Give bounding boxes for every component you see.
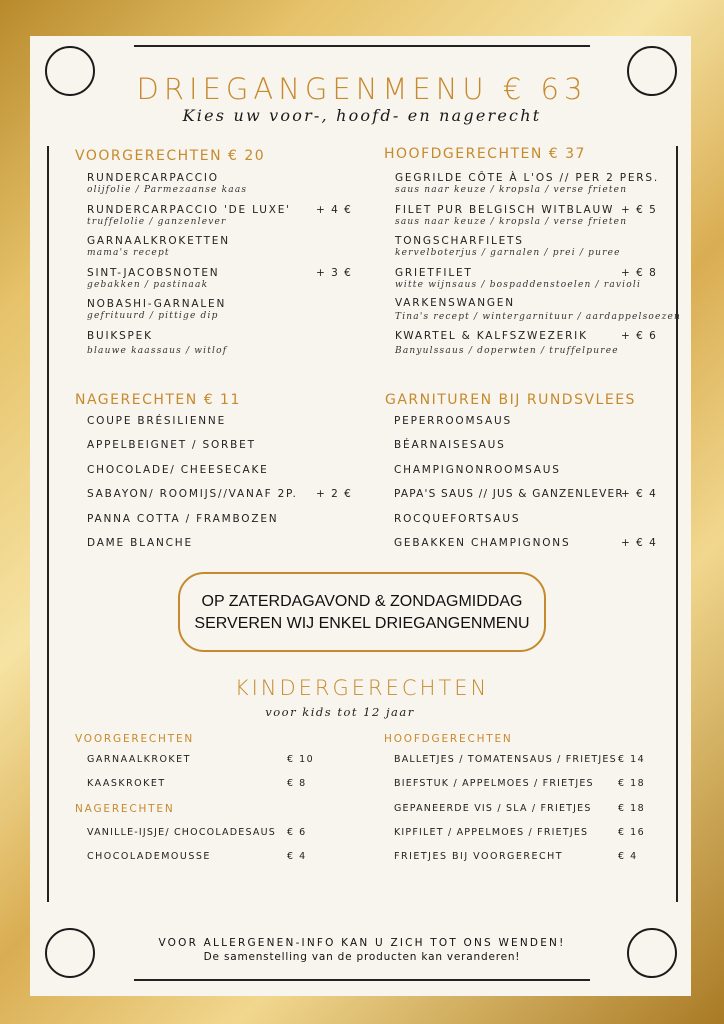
hoofdgerecht-price: + € 5 bbox=[621, 204, 658, 216]
hoofdgerecht-name: GRIETFILET bbox=[395, 267, 473, 279]
garnituur-name: BÉARNAISESAUS bbox=[394, 439, 506, 451]
garnituur-price: + € 4 bbox=[621, 537, 658, 549]
voorgerecht-name: SINT-JACOBSNOTEN bbox=[87, 267, 220, 279]
kids-item-name: FRIETJES BIJ VOORGERECHT bbox=[394, 851, 564, 862]
kids-item-name: GEPANEERDE VIS / SLA / FRIETJES bbox=[394, 803, 592, 814]
menu-subtitle: Kies uw voor-, hoofd- en nagerecht bbox=[182, 106, 542, 125]
product-disclaimer: De samenstelling van de producten kan veranderen! bbox=[203, 951, 521, 963]
kids-item-price: € 6 bbox=[287, 827, 307, 838]
voorgerecht-desc: blauwe kaassaus / witlof bbox=[87, 346, 228, 356]
kids-item-name: BALLETJES / TOMATENSAUS / FRIETJES bbox=[394, 754, 617, 765]
notice-line-2: SERVEREN WIJ ENKEL DRIEGANGENMENU bbox=[194, 615, 530, 632]
nagerecht-name: APPELBEIGNET / SORBET bbox=[87, 439, 256, 451]
garnituur-name: ROCQUEFORTSAUS bbox=[394, 513, 521, 525]
kids-nagerechten-heading: NAGERECHTEN bbox=[75, 803, 175, 815]
voorgerecht-desc: gefrituurd / pittige dip bbox=[87, 311, 219, 321]
kids-item-name: KAASKROKET bbox=[87, 778, 166, 789]
nagerecht-price: + 2 € bbox=[316, 488, 353, 500]
garnituur-name: CHAMPIGNONROOMSAUS bbox=[394, 464, 561, 476]
nagerecht-name: PANNA COTTA / FRAMBOZEN bbox=[87, 513, 279, 525]
bottom-divider bbox=[134, 979, 590, 981]
hoofdgerecht-name: FILET PUR BELGISCH WITBLAUW bbox=[395, 204, 615, 216]
allergen-info: VOOR ALLERGENEN-INFO KAN U ZICH TOT ONS WENDEN! bbox=[158, 937, 566, 949]
voorgerecht-price: + 4 € bbox=[316, 204, 353, 216]
kids-item-price: € 16 bbox=[618, 827, 646, 838]
kids-item-name: KIPFILET / APPELMOES / FRIETJES bbox=[394, 827, 589, 838]
voorgerecht-name: RUNDERCARPACCIO bbox=[87, 172, 219, 184]
kids-item-name: GARNAALKROKET bbox=[87, 754, 191, 765]
voorgerecht-name: NOBASHI-GARNALEN bbox=[87, 298, 227, 310]
kids-hoofdgerechten-heading: HOOFDGERECHTEN bbox=[384, 733, 513, 745]
nagerecht-name: COUPE BRÉSILIENNE bbox=[87, 415, 227, 427]
hoofdgerecht-name: KWARTEL & KALFSZWEZERIK bbox=[395, 330, 588, 342]
kids-item-price: € 18 bbox=[618, 803, 646, 814]
voorgerecht-desc: truffelolie / ganzenlever bbox=[87, 217, 227, 227]
hoofdgerecht-name: VARKENSWANGEN bbox=[395, 297, 515, 309]
hoofdgerecht-price: + € 6 bbox=[621, 330, 658, 342]
weekend-notice bbox=[178, 572, 546, 652]
kids-subtitle: voor kids tot 12 jaar bbox=[265, 705, 415, 719]
menu-title: DRIEGANGENMENU € 63 bbox=[136, 72, 588, 106]
hoofdgerecht-desc: saus naar keuze / kropsla / verse frieten bbox=[395, 185, 628, 195]
kids-title: KINDERGERECHTEN bbox=[234, 676, 490, 700]
garnituren-heading: GARNITUREN BIJ RUNDSVLEES bbox=[385, 392, 636, 408]
nagerecht-name: CHOCOLADE/ CHEESECAKE bbox=[87, 464, 269, 476]
hoofdgerecht-desc: kervelboterjus / garnalen / prei / puree bbox=[395, 248, 621, 258]
hoofdgerecht-desc: Banyulssaus / doperwten / truffelpuree bbox=[395, 346, 619, 356]
voorgerecht-desc: olijfolie / Parmezaanse kaas bbox=[87, 185, 248, 195]
voorgerecht-price: + 3 € bbox=[316, 267, 353, 279]
garnituur-name: PAPA'S SAUS // JUS & GANZENLEVER bbox=[394, 488, 624, 500]
hoofdgerecht-desc: Tina's recept / wintergarnituur / aardappelsoezen bbox=[395, 312, 682, 322]
hoofdgerecht-desc: saus naar keuze / kropsla / verse frieten bbox=[395, 217, 628, 227]
kids-item-name: CHOCOLADEMOUSSE bbox=[87, 851, 211, 862]
nagerecht-name: DAME BLANCHE bbox=[87, 537, 193, 549]
nagerechten-heading: NAGERECHTEN € 11 bbox=[75, 392, 241, 408]
voorgerecht-desc: mama's recept bbox=[87, 248, 170, 258]
kids-item-price: € 4 bbox=[287, 851, 307, 862]
hoofdgerechten-heading: HOOFDGERECHTEN € 37 bbox=[384, 146, 586, 162]
hoofdgerecht-name: TONGSCHARFILETS bbox=[395, 235, 524, 247]
hoofdgerecht-name: GEGRILDE CÔTE À L'OS // PER 2 PERS. bbox=[395, 172, 660, 184]
kids-item-price: € 8 bbox=[287, 778, 307, 789]
voorgerecht-name: RUNDERCARPACCIO 'DE LUXE' bbox=[87, 204, 291, 216]
kids-item-price: € 18 bbox=[618, 778, 646, 789]
top-divider bbox=[134, 45, 590, 47]
notice-line-1: OP ZATERDAGAVOND & ZONDAGMIDDAG bbox=[201, 593, 523, 610]
kids-item-name: VANILLE-IJSJE/ CHOCOLADESAUS bbox=[87, 827, 276, 838]
kids-item-price: € 10 bbox=[287, 754, 315, 765]
voorgerecht-name: GARNAALKROKETTEN bbox=[87, 235, 230, 247]
left-side-line bbox=[47, 146, 49, 902]
garnituur-name: GEBAKKEN CHAMPIGNONS bbox=[394, 537, 571, 549]
voorgerecht-name: BUIKSPEK bbox=[87, 330, 153, 342]
voorgerechten-heading: VOORGERECHTEN € 20 bbox=[75, 148, 266, 164]
garnituur-name: PEPERROOMSAUS bbox=[394, 415, 512, 427]
voorgerecht-desc: gebakken / pastinaak bbox=[87, 280, 209, 290]
right-side-line bbox=[676, 146, 678, 902]
hoofdgerecht-desc: witte wijnsaus / bospaddenstoelen / ravioli bbox=[395, 280, 642, 290]
kids-voorgerechten-heading: VOORGERECHTEN bbox=[75, 733, 195, 745]
kids-item-name: BIEFSTUK / APPELMOES / FRIETJES bbox=[394, 778, 594, 789]
kids-item-price: € 14 bbox=[618, 754, 646, 765]
kids-item-price: € 4 bbox=[618, 851, 638, 862]
nagerecht-name: SABAYON/ ROOMIJS//VANAF 2P. bbox=[87, 488, 298, 500]
garnituur-price: + € 4 bbox=[621, 488, 658, 500]
hoofdgerecht-price: + € 8 bbox=[621, 267, 658, 279]
